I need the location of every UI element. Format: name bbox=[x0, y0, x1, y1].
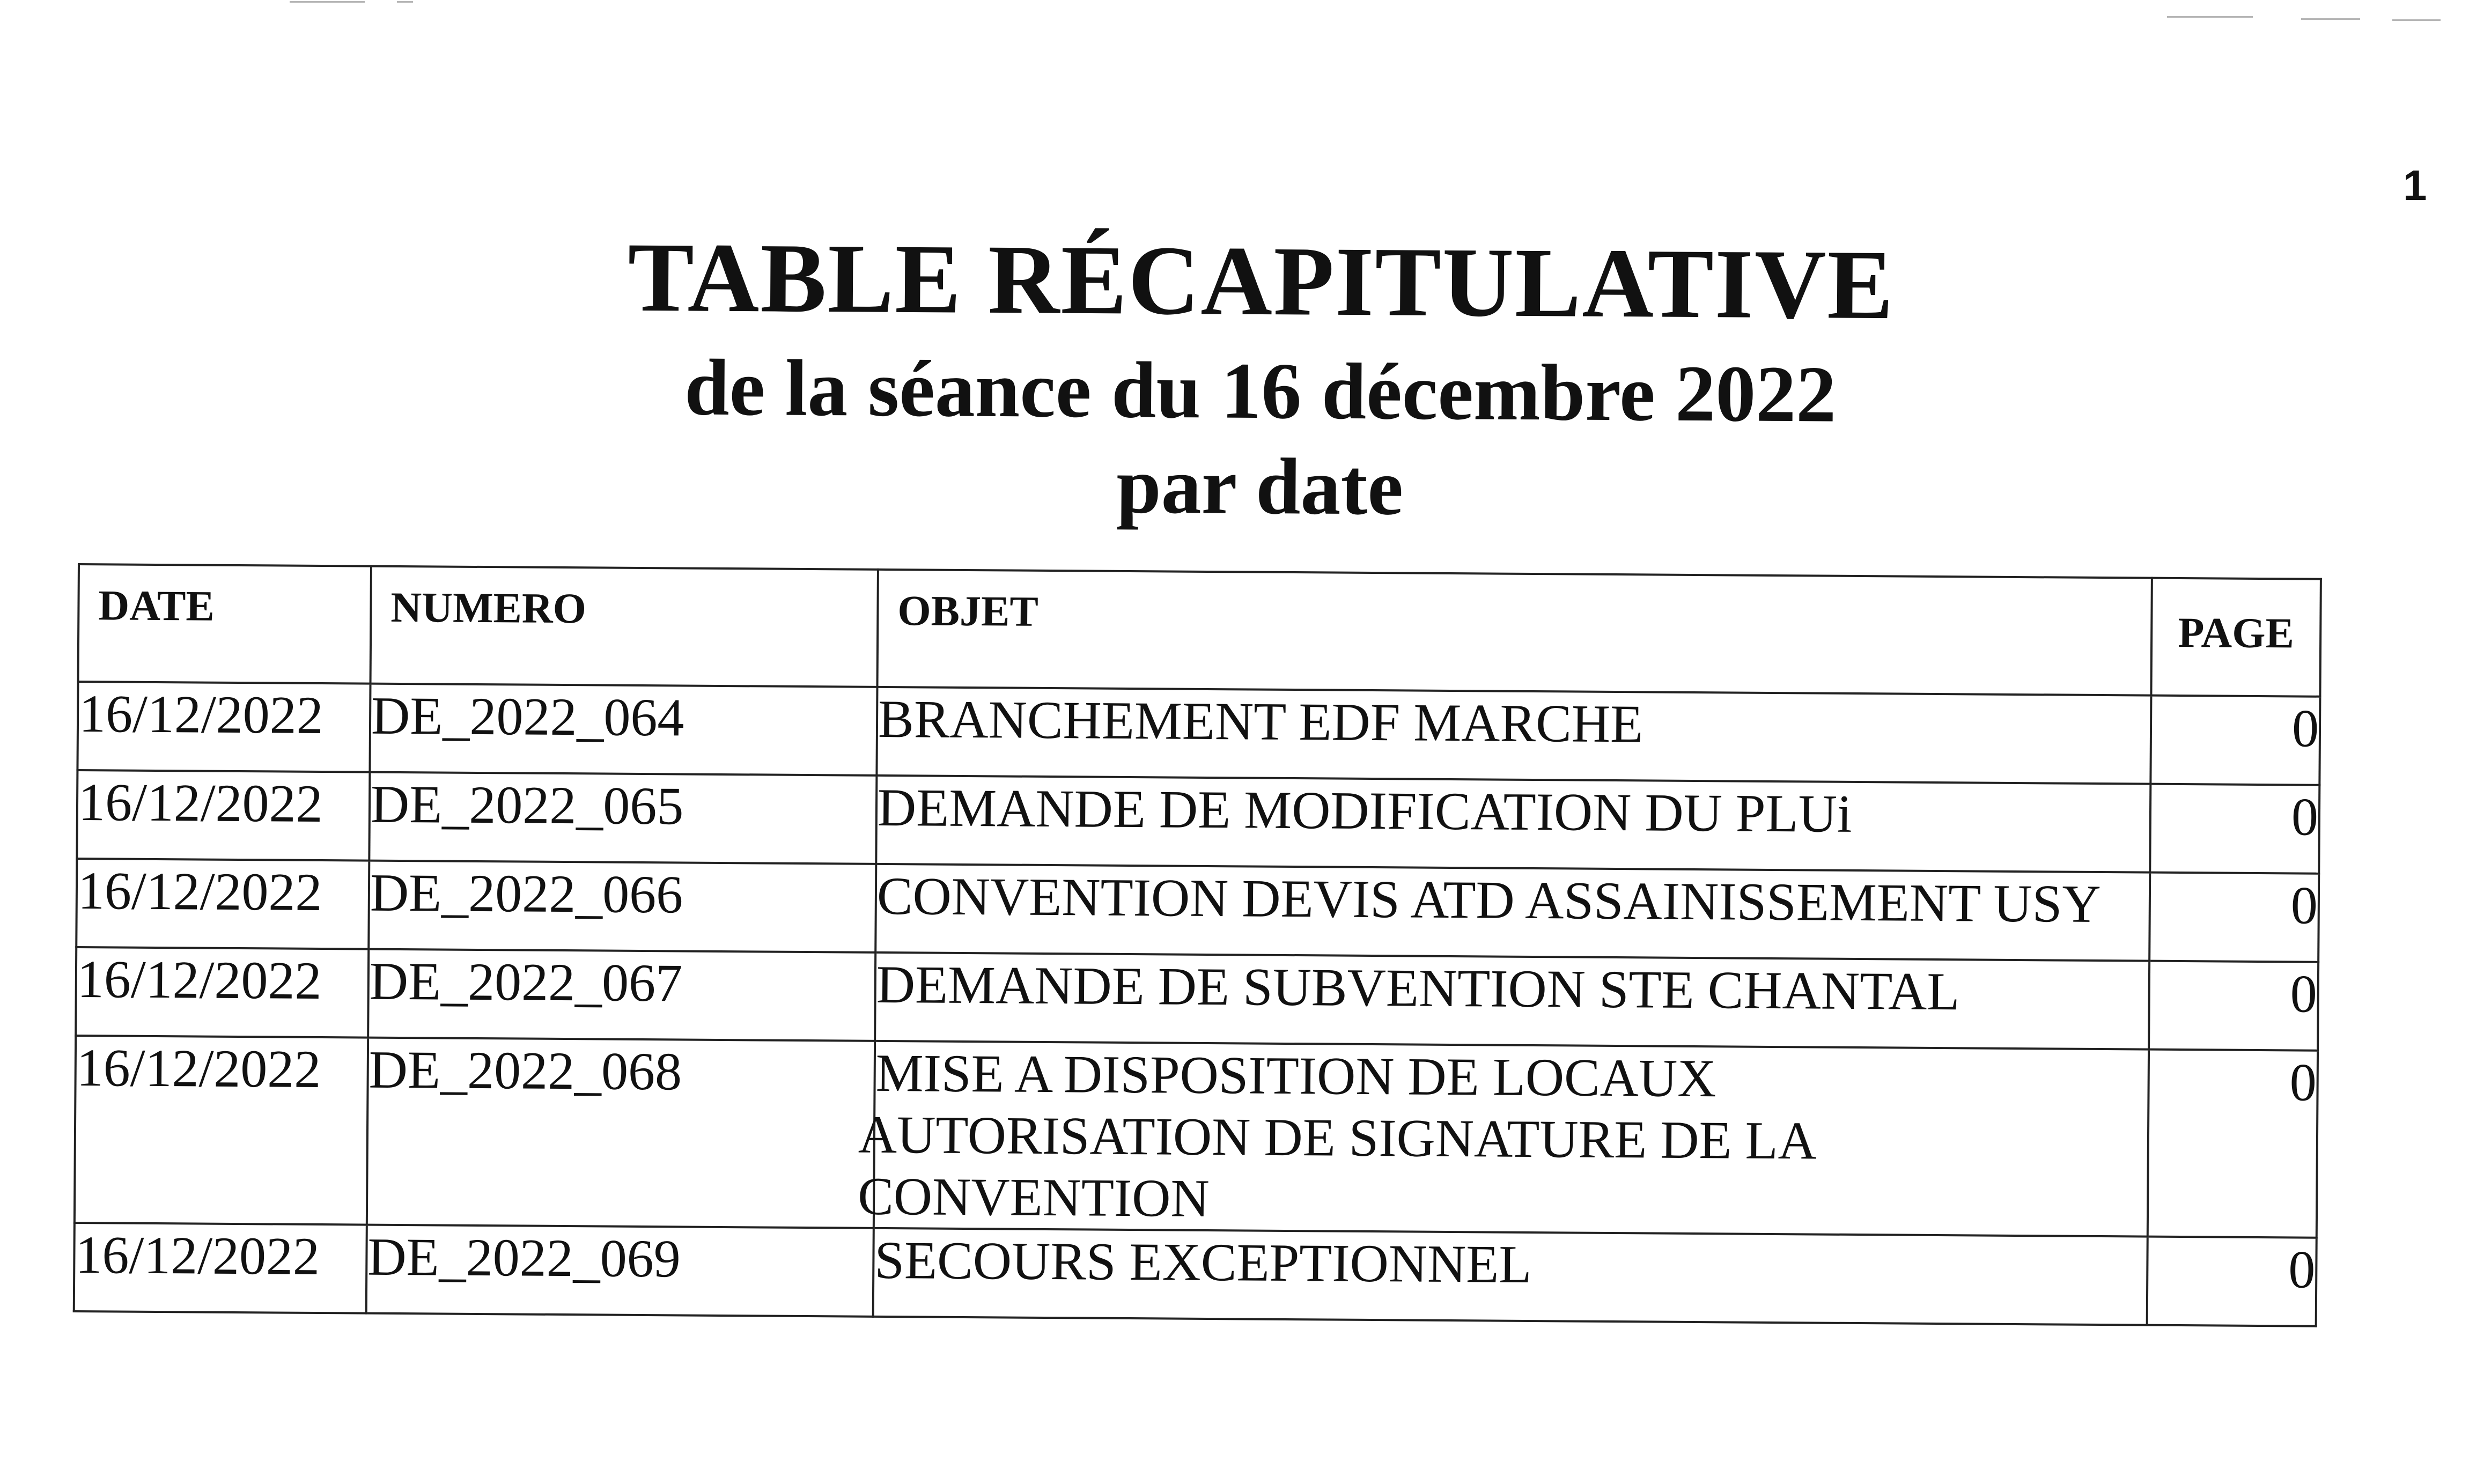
document-title: TABLE RÉCAPITULATIVE bbox=[627, 222, 1895, 341]
recap-table-wrapper bbox=[73, 563, 2320, 1327]
table-row bbox=[77, 682, 2320, 785]
table-header-row bbox=[78, 564, 2321, 697]
cell-objet bbox=[876, 687, 2151, 784]
scan-mark bbox=[397, 1, 413, 3]
objet-line: AUTORISATION DE SIGNATURE DE LA bbox=[858, 1104, 1817, 1171]
cell-numero: DE_2022_064 bbox=[370, 684, 877, 776]
document-subtitle-sort: par date bbox=[1116, 441, 1404, 532]
cell-objet bbox=[876, 776, 2150, 873]
cell-numero: DE_2022_066 bbox=[368, 861, 876, 953]
cell-page: 0 bbox=[2149, 873, 2319, 962]
table-row bbox=[74, 1223, 2317, 1326]
cell-numero: DE_2022_069 bbox=[366, 1225, 874, 1317]
document-subtitle: de la séance du 16 décembre 2022 bbox=[684, 343, 1837, 439]
objet-line: MISE A DISPOSITION DE LOCAUX bbox=[875, 1043, 1716, 1109]
cell-date: 16/12/2022 bbox=[74, 1223, 367, 1313]
cell-date: 16/12/2022 bbox=[76, 859, 369, 949]
column-header-numero: NUMERO bbox=[371, 566, 878, 687]
objet-line: CONVENTION DEVIS ATD ASSAINISSEMENT USY bbox=[876, 866, 2101, 934]
cell-date: 16/12/2022 bbox=[77, 770, 370, 861]
column-header-date: DATE bbox=[78, 564, 371, 684]
page-number: 1 bbox=[2403, 161, 2427, 209]
cell-page: 0 bbox=[2150, 696, 2320, 785]
cell-page: 0 bbox=[2149, 961, 2318, 1051]
cell-numero: DE_2022_068 bbox=[367, 1038, 875, 1228]
scan-mark bbox=[290, 1, 365, 3]
cell-objet bbox=[875, 953, 2149, 1050]
scan-mark bbox=[2301, 18, 2360, 20]
cell-date: 16/12/2022 bbox=[75, 1036, 368, 1225]
objet-line: DEMANDE DE MODIFICATION DU PLUi bbox=[877, 777, 1852, 844]
column-header-objet: OBJET bbox=[878, 570, 2152, 696]
cell-numero: DE_2022_067 bbox=[368, 949, 875, 1041]
cell-objet bbox=[875, 864, 2150, 961]
scan-mark bbox=[2392, 19, 2441, 21]
cell-objet bbox=[857, 1041, 2149, 1237]
recap-table bbox=[73, 563, 2322, 1327]
table-row bbox=[77, 770, 2319, 874]
objet-line: DEMANDE DE SUBVENTION STE CHANTAL bbox=[876, 954, 1960, 1022]
objet-line: BRANCHEMENT EDF MARCHE bbox=[878, 689, 1643, 754]
cell-page: 0 bbox=[2147, 1237, 2317, 1326]
table-row bbox=[76, 947, 2318, 1051]
cell-page: 0 bbox=[2148, 1050, 2318, 1238]
cell-objet bbox=[873, 1228, 2148, 1325]
objet-line: CONVENTION bbox=[857, 1166, 1210, 1229]
table-row bbox=[75, 1036, 2318, 1238]
cell-numero: DE_2022_065 bbox=[369, 772, 876, 864]
column-header-page: PAGE bbox=[2151, 578, 2320, 697]
objet-line: SECOURS EXCEPTIONNEL bbox=[874, 1230, 1532, 1295]
table-row bbox=[76, 859, 2319, 962]
scan-mark bbox=[2167, 16, 2253, 18]
cell-date: 16/12/2022 bbox=[77, 682, 370, 772]
cell-date: 16/12/2022 bbox=[76, 947, 368, 1038]
cell-page: 0 bbox=[2150, 784, 2319, 874]
document-header bbox=[0, 212, 2469, 542]
